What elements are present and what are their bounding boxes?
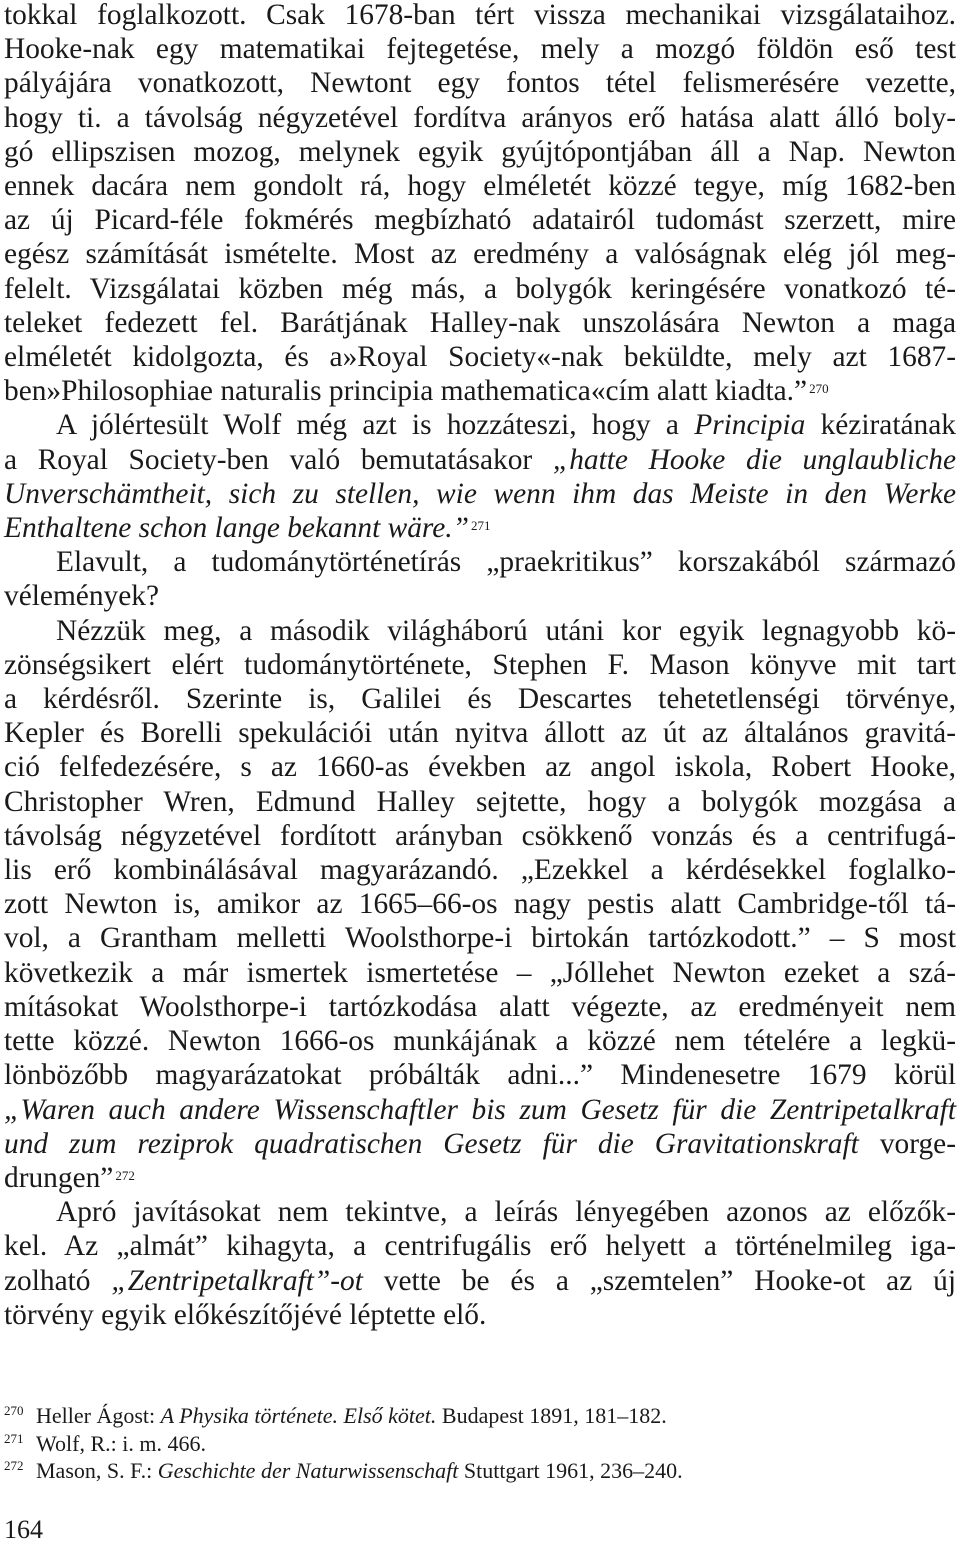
text-line: Apró javításokat nem tekintve, a leírás lényegében azonos az előzők- xyxy=(56,1196,956,1229)
footnote-italic: A Physika története. Első kötet. xyxy=(160,1403,437,1428)
text-line xyxy=(4,443,956,477)
text-line-last: vélemények? xyxy=(4,580,160,613)
text-line-last xyxy=(4,1161,956,1195)
paragraph-3 xyxy=(4,545,956,613)
text-line: zönségsikert elért tudománytörténete, Stephen F. Mason könyve mit tart xyxy=(4,648,956,681)
text-line xyxy=(4,408,956,442)
text-fragment: a Royal Society-ben való bemutatásakor xyxy=(4,443,553,476)
text-line: ció felfedezésére, s az 1660-as években az angol iskola, Robert Hooke, xyxy=(4,751,956,784)
text-line: a kérdésről. Szerinte is, Galilei és Descartes tehetetlenségi törvénye, xyxy=(4,683,956,716)
text-line: Kepler és Borelli spekulációi után nyitva állott az út az általános gravitá- xyxy=(4,717,956,750)
italic-text: „Zentripetalkraft”-ot xyxy=(111,1264,363,1297)
footnote-text-fragment: Stuttgart 1961, 236–240. xyxy=(458,1458,683,1483)
italic-text: Unverschämtheit, sich zu stellen, wie wenn ihm das Meiste in den Werke xyxy=(4,477,956,510)
footnote xyxy=(4,1404,956,1432)
text-fragment: vette be és a „szemtelen” Hooke-ot az új xyxy=(362,1264,956,1297)
text-line: tokkal foglalkozott. Csak 1678-ban tért vissza mechanikai vizsgálataihoz. xyxy=(4,0,956,31)
italic-text: „hatte Hooke die unglaubliche xyxy=(552,443,956,476)
text-line: Hooke-nak egy matematikai fejtegetése, mely a mozgó földön eső test xyxy=(4,33,956,66)
text-fragment: kéziratának xyxy=(805,409,956,442)
italic-text: Enthaltene schon lange bekannt wäre.” xyxy=(4,512,469,545)
footnote-italic: Geschichte der Naturwissenschaft xyxy=(157,1458,459,1483)
text-line: Christopher Wren, Edmund Halley sejtette, hogy a bolygók mozgása a xyxy=(4,785,956,818)
text-fragment: drungen” xyxy=(4,1161,114,1194)
page-number: 164 xyxy=(4,1515,43,1544)
text-line: teleket fedezett fel. Barátjának Halley-nak unszolására Newton a maga xyxy=(4,306,956,339)
text-line xyxy=(4,1127,956,1161)
text-line: zott Newton is, amikor az 1665–66-os nagy pestis alatt Cambridge-től tá- xyxy=(4,888,956,921)
footnote-text-fragment: Heller Ágost: xyxy=(36,1403,161,1428)
paragraph-1 xyxy=(4,0,956,408)
text-line: az új Picard-féle fokmérés megbízható adatairól tudomást szerzett, mire xyxy=(4,204,956,237)
text-line: lis erő kombinálásával magyarázandó. „Ezekkel a kérdésekkel foglalko- xyxy=(4,854,956,887)
text-line-last: törvény egyik előkészítőjévé léptette elő. xyxy=(4,1298,487,1331)
footnote-ref: 271 xyxy=(471,518,491,534)
footnote-text xyxy=(36,1459,683,1484)
text-fragment: A jólértesült Wolf még azt is hozzáteszi, hogy a xyxy=(56,409,695,442)
text-line: lönbözőbb magyarázatokat próbálták adni...” Mindenesetre 1679 körül xyxy=(4,1059,956,1092)
footnote-text xyxy=(36,1432,206,1457)
text-line: Elavult, a tudománytörténetírás „praekritikus” korszakából származó xyxy=(56,546,956,579)
footnote xyxy=(4,1459,956,1487)
footnote-number: 270 xyxy=(4,1403,24,1418)
paragraph-5 xyxy=(4,1195,956,1332)
footnote xyxy=(4,1432,956,1460)
text-line xyxy=(4,1264,956,1298)
footnote-text-fragment: Budapest 1891, 181–182. xyxy=(436,1403,667,1428)
text-line: pályájára vonatkozott, Newtont egy fontos tétel felismerésére vezette, xyxy=(4,67,956,100)
paragraph-4 xyxy=(4,614,956,1195)
italic-text: „Waren auch andere Wissenschaftler bis zum Gesetz für die Zentripetalkraft xyxy=(4,1093,956,1126)
text-line: felelt. Vizsgálatai közben még más, a bolygók keringésére vonatkozó té- xyxy=(4,272,956,305)
text-line xyxy=(4,1093,956,1127)
text-line: hogy ti. a távolság négyzetével fordítva arányos erő hatása alatt álló boly- xyxy=(4,101,956,134)
text-line: vol, a Grantham melletti Woolsthorpe-i birtokán tartózkodott.” – S most xyxy=(4,922,956,955)
text-fragment: zolható xyxy=(4,1264,112,1297)
text-line-last xyxy=(4,511,956,545)
text-line xyxy=(4,477,956,511)
footnote-text-fragment: Wolf, R.: i. m. 466. xyxy=(36,1430,206,1456)
text-line: következik a már ismertek ismertetése – „Jóllehet Newton ezeket a szá- xyxy=(4,956,956,989)
footnote-ref: 272 xyxy=(115,1167,135,1183)
footnote-text xyxy=(36,1404,667,1429)
text-line: elméletét kidolgozta, és a»Royal Society«-nak beküldte, mely azt 1687- xyxy=(4,341,956,374)
footnote-text-fragment: Mason, S. F.: xyxy=(36,1458,158,1483)
italic-text: Principia xyxy=(694,409,806,442)
text-line: ennek dacára nem gondolt rá, hogy elméletét közzé tegye, míg 1682-ben xyxy=(4,170,956,203)
text-line: tette közzé. Newton 1666-os munkájának a közzé nem tételére a legkü- xyxy=(4,1025,956,1058)
italic-text: und zum reziprok quadratischen Gesetz für die Gravitationskraft xyxy=(4,1127,859,1160)
text-line: gó ellipszisen mozog, melynek egyik gyújtópontjában áll a Nap. Newton xyxy=(4,135,956,168)
text-line-last xyxy=(4,374,956,408)
text-line: Nézzük meg, a második világháború utáni kor egyik legnagyobb kö- xyxy=(56,614,956,647)
text-fragment: vorge- xyxy=(858,1127,956,1160)
text-line: kel. Az „almát” kihagyta, a centrifugális erő helyett a történelmileg iga- xyxy=(4,1230,956,1263)
text-line-content: ben»Philosophiae naturalis principia mathematica«cím alatt kiadta.” xyxy=(4,375,808,408)
paragraph-2 xyxy=(4,408,956,545)
text-line: mításokat Woolsthorpe-i tartózkodása alatt végezte, az eredményeit nem xyxy=(4,990,956,1023)
footnote-number: 271 xyxy=(4,1430,24,1446)
text-line: egész számítását ismételte. Most az eredmény a valóságnak elég jól meg- xyxy=(4,238,956,271)
footnote-number: 272 xyxy=(4,1458,24,1473)
text-line: távolság négyzetével fordított arányban csökkenő vonzás és a centrifugá- xyxy=(4,819,956,852)
footnotes xyxy=(4,1404,956,1487)
body-text xyxy=(4,0,956,1332)
footnote-ref: 270 xyxy=(809,381,829,397)
